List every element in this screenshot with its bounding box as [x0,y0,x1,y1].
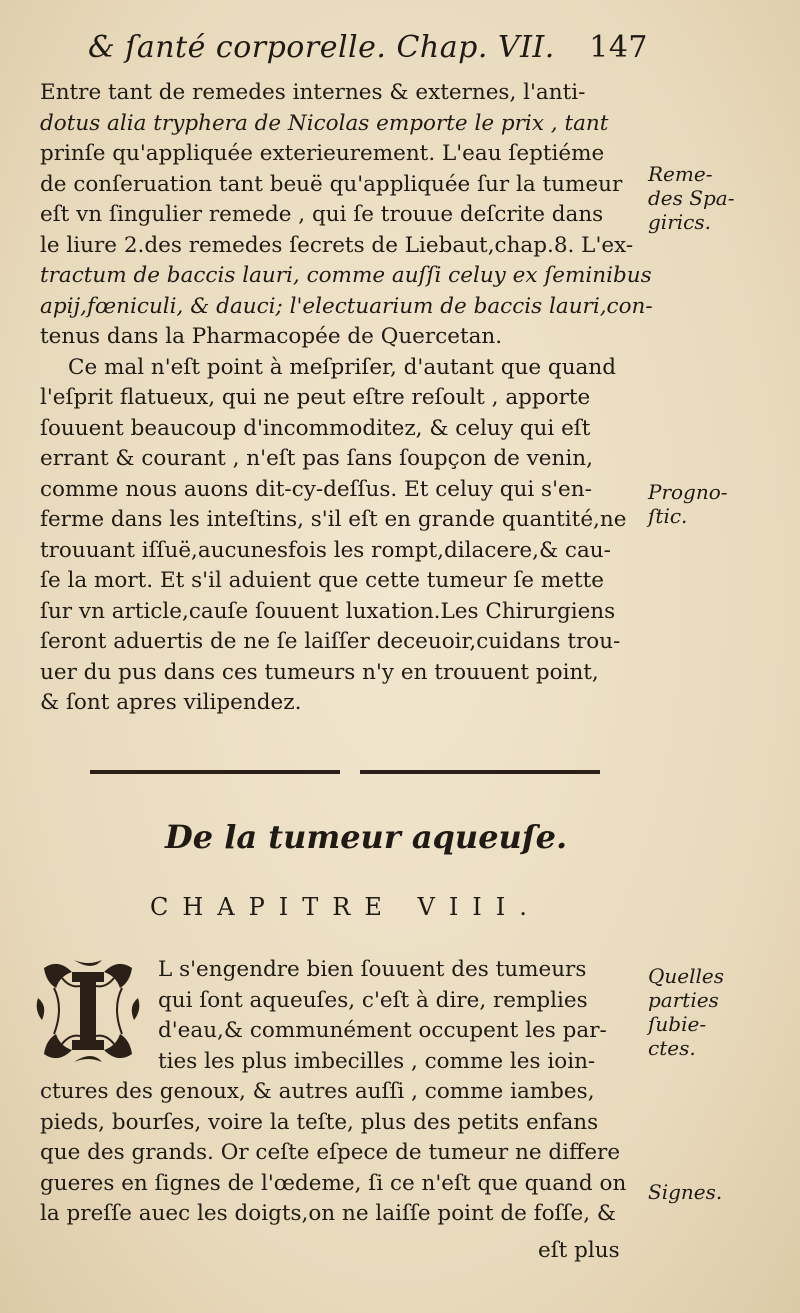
catchword: eſt plus [538,1238,620,1263]
text-line: comme nous auons dit-cy-deſſus. Et celuy qui s'en- [40,476,592,502]
text-line: tenus dans la Pharmacopée de Quercetan. [40,324,503,349]
margin-line: ſubie- [648,1012,707,1036]
lower-text-block [40,1077,640,1230]
margin-note-remedes [648,162,768,234]
divider-left [90,770,340,774]
text-line: ctures des genoux, & autres auſſi , comme iambes, [40,1079,595,1104]
text-line: dotus alia tryphera de Nicolas emporte le prix , tant [40,110,609,136]
text-line: tractum de baccis lauri, comme auſſi celuy ex ſeminibus [40,263,652,288]
margin-line: ſtic. [648,504,688,528]
margin-line: Reme- [648,162,713,186]
text-line: ſe la mort. Et s'il aduient que cette tumeur ſe mette [40,568,604,593]
text-line: gueres en ſignes de l'œdeme, ſi ce n'eſt que quand on [40,1170,627,1196]
section-title: De la tumeur aqueuſe. [165,818,568,856]
margin-note-prognostic [648,480,768,528]
page-number: 147 [589,30,648,65]
text-line: Entre tant de remedes internes & externes, l'anti- [40,80,586,105]
text-line: errant & courant , n'eſt pas ſans ſoupçon de venin, [40,446,593,471]
margin-line: des Spa- [648,186,735,210]
text-line: Ce mal n'eſt point à meſpriſer, d'autant que quand [68,354,616,380]
text-line: apij,fœniculi, & dauci; l'electuarium de baccis lauri,con- [40,293,653,319]
text-line: ſeront aduertis de ne ſe laiſſer deceuoir,cuidans trou- [40,629,621,654]
section-divider [90,770,600,776]
running-header [88,30,648,65]
text-line: uer du pus dans ces tumeurs n'y en trouuent point, [40,659,599,685]
text-line: L s'engendre bien ſouuent des tumeurs [158,957,587,982]
text-line: ferme dans les inteſtins, s'il eſt en grande quantité,ne [40,507,627,532]
margin-line: ctes. [648,1036,696,1060]
upper-text-block [40,78,653,719]
margin-line: Progno- [648,480,728,504]
margin-line: Quelles [648,964,725,988]
text-line: ties les plus imbecilles , comme les ioin- [158,1048,596,1074]
text-line: d'eau,& communément occupent les par- [158,1018,607,1043]
text-line: la preſſe auec les doigts,on ne laiſſe point de foſſe, & [40,1201,616,1226]
margin-note-signes [648,1180,768,1204]
text-line: l'eſprit flatueux, qui ne peut eſtre reſoult , apporte [40,385,591,410]
ornament-initial-icon [34,958,142,1064]
text-line: ſur vn article,cauſe ſouuent luxation.Les Chirurgiens [40,598,616,624]
lower-text-block-indented [158,955,638,1077]
decorated-initial-letter [34,958,142,1064]
text-line: prinſe qu'appliquée exterieurement. L'eau ſeptiéme [40,141,605,166]
text-line: que des grands. Or ceſte eſpece de tumeur ne differe [40,1140,621,1165]
text-line: qui ſont aqueuſes, c'eſt à dire, remplies [158,987,588,1013]
text-line: trouuant iſſuë,aucunesfois les rompt,dilacere,& cau- [40,537,611,563]
header-title: & ſanté corporelle. Chap. VII. [88,30,555,65]
margin-line: girics. [648,210,711,234]
text-line: de conſeruation tant beuë qu'appliquée ſur la tumeur [40,171,623,197]
text-line: ſouuent beaucoup d'incommoditez, & celuy qui eſt [40,415,591,441]
margin-note-quelles [648,964,768,1060]
text-line: eſt vn ſingulier remede , qui ſe trouue deſcrite dans [40,202,604,227]
margin-line: parties [648,988,719,1012]
divider-right [360,770,600,774]
margin-line: Signes. [648,1180,723,1204]
text-line: & ſont apres vilipendez. [40,690,302,715]
text-line: le liure 2.des remedes ſecrets de Liebaut,chap.8. L'ex- [40,232,634,258]
chapter-heading: CHAPITRE VIII. [150,893,541,921]
text-line: pieds, bourſes, voire la teſte, plus des petits enfans [40,1109,599,1135]
